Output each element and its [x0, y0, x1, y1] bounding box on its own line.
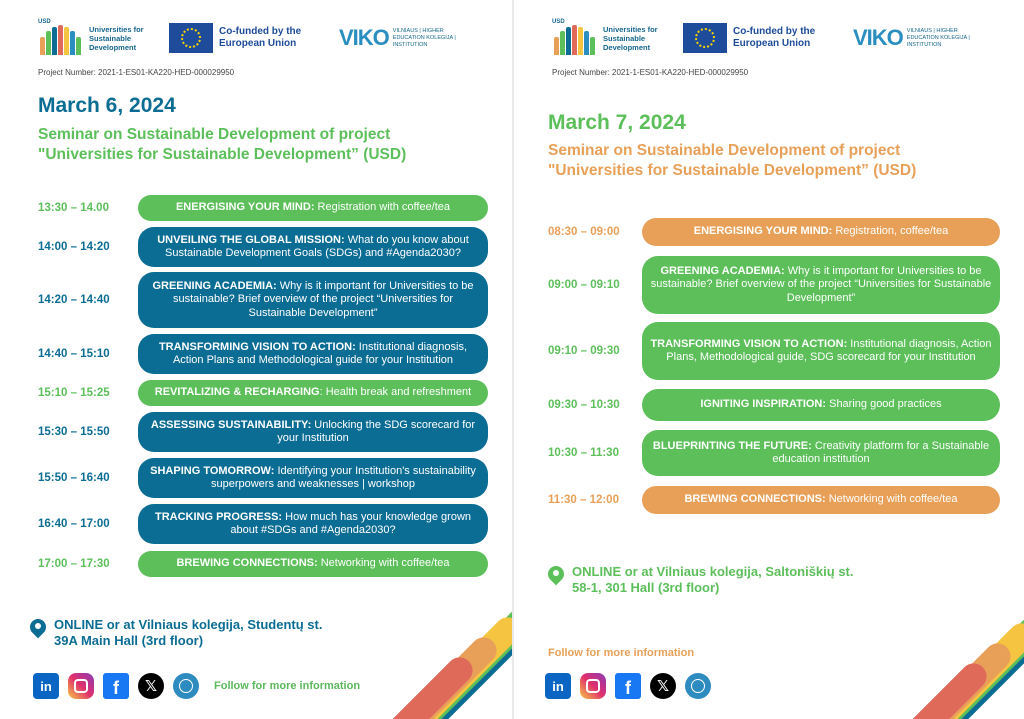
schedule-activity: [642, 256, 1000, 314]
usd-logo-text: Universities for Sustainable Development: [603, 24, 658, 52]
activity-description: : Health break and refreshment: [319, 386, 472, 399]
schedule-activity: [138, 412, 488, 452]
logo-bar: [38, 16, 473, 60]
eu-logo-text: Co-funded by the European Union: [219, 26, 302, 49]
schedule-row: [38, 272, 488, 328]
location-pin-icon: [30, 619, 46, 641]
venue-line2: 58-1, 301 Hall (3rd floor): [572, 580, 720, 595]
schedule-activity: [138, 334, 488, 374]
seminar-title: [38, 125, 508, 165]
schedule-time: 09:00 – 09:10: [548, 279, 620, 291]
project-number: Project Number: 2021-1-ES01-KA220-HED-000029950: [38, 68, 235, 77]
activity-description: What do you know about Sustainable Development Goals (SDGs) and #Agenda2030?: [165, 233, 469, 259]
viko-mark: VIKO: [853, 25, 903, 50]
activity-title: TRANSFORMING VISION TO ACTION:: [158, 340, 356, 353]
activity-description: How much has your knowledge grown about #SDGs and #Agenda2030?: [230, 510, 472, 536]
schedule-activity: [642, 389, 1000, 421]
activity-description: Creativity platform for a Sustainable education institution: [772, 439, 990, 465]
decorative-stripes: [382, 589, 512, 719]
schedule-activity: [642, 322, 1000, 380]
eu-flag-icon: [169, 23, 213, 53]
seminar-title: [548, 141, 1018, 181]
activity-title: BLUEPRINTING THE FUTURE:: [652, 439, 812, 452]
usd-logo-text: Universities for Sustainable Development: [89, 24, 144, 52]
schedule-time: 15:30 – 15:50: [38, 426, 110, 438]
activity-title: ENERGISING YOUR MIND:: [175, 201, 315, 214]
seminar-title-line1: Seminar on Sustainable Development of project: [38, 126, 391, 143]
activity-title: GREENING ACADEMIA:: [660, 264, 785, 277]
social-links: [33, 673, 360, 699]
schedule-time: 14:20 – 14:40: [38, 294, 110, 306]
venue-line1: ONLINE or at Vilniaus kolegija, Saltoniškių st.: [572, 564, 854, 579]
eu-flag-icon: [683, 23, 727, 53]
seminar-title-line2: "Universities for Sustainable Development” (USD): [38, 146, 407, 163]
seminar-title-line2: "Universities for Sustainable Development” (USD): [548, 162, 917, 179]
activity-description: Networking with coffee/tea: [825, 493, 958, 506]
activity-title: BREWING CONNECTIONS:: [684, 493, 826, 506]
usd-logo: [552, 19, 673, 57]
eu-logo: [683, 23, 843, 53]
schedule-time: 14:00 – 14:20: [38, 241, 110, 253]
schedule-time: 15:50 – 16:40: [38, 472, 110, 484]
instagram-icon[interactable]: [68, 673, 94, 699]
schedule-row: [548, 486, 1000, 514]
venue: [548, 564, 854, 596]
activity-description: Networking with coffee/tea: [317, 557, 450, 570]
venue: [30, 617, 322, 649]
schedule-time: 14:40 – 15:10: [38, 348, 110, 360]
schedule-row: [548, 322, 1000, 380]
venue-line1: ONLINE or at Vilniaus kolegija, Studentų st.: [54, 617, 323, 632]
activity-description: Registration, coffee/tea: [832, 225, 949, 238]
activity-description: Registration with coffee/tea: [314, 201, 451, 214]
schedule-row: [38, 412, 488, 452]
x-icon[interactable]: 𝕏: [650, 673, 676, 699]
schedule-row: [38, 227, 488, 267]
schedule-row: [38, 334, 488, 374]
usd-tag: USD: [38, 19, 51, 25]
social-links: [545, 673, 711, 699]
usd-tag: USD: [552, 19, 565, 25]
schedule-row: [548, 430, 1000, 476]
venue-line2: 39A Main Hall (3rd floor): [54, 633, 204, 648]
schedule-row: [38, 551, 488, 577]
location-pin-icon: [548, 566, 564, 588]
schedule-time: 17:00 – 17:30: [38, 558, 110, 570]
schedule-activity: [138, 551, 488, 577]
schedule-row: [548, 218, 1000, 246]
schedule-activity: [642, 430, 1000, 476]
activity-title: UNVEILING THE GLOBAL MISSION:: [157, 233, 345, 246]
viko-mark: VIKO: [339, 25, 389, 50]
linkedin-icon[interactable]: in: [33, 673, 59, 699]
event-date: March 6, 2024: [38, 94, 176, 117]
facebook-icon[interactable]: f: [615, 673, 641, 699]
schedule-row: [548, 389, 1000, 421]
follow-text: Follow for more information: [548, 647, 695, 659]
eu-logo-text: Co-funded by the European Union: [733, 26, 816, 49]
usd-logo: [38, 19, 159, 57]
schedule-activity: [138, 380, 488, 406]
x-icon[interactable]: 𝕏: [138, 673, 164, 699]
website-icon[interactable]: [685, 673, 711, 699]
event-date: March 7, 2024: [548, 111, 686, 134]
schedule-activity: [138, 195, 488, 221]
schedule-activity: [138, 504, 488, 544]
schedule-row: [38, 195, 488, 221]
viko-logo-text: VILNIAUS | HIGHER EDUCATION KOLEGIJA | INSTITUTION: [906, 27, 970, 48]
schedule-time: 15:10 – 15:25: [38, 387, 110, 399]
website-icon[interactable]: [173, 673, 199, 699]
schedule-time: 16:40 – 17:00: [38, 518, 110, 530]
usd-books-icon: [552, 19, 598, 57]
linkedin-icon[interactable]: in: [545, 673, 571, 699]
activity-title: SHAPING TOMORROW:: [150, 464, 275, 477]
activity-description: Institutional diagnosis, Action Plans and Methodological guide for your Institution: [172, 340, 468, 366]
viko-logo: [853, 25, 987, 51]
decorative-stripes: [896, 595, 1024, 719]
project-number: Project Number: 2021-1-ES01-KA220-HED-000029950: [552, 68, 749, 77]
schedule-time: 09:30 – 10:30: [548, 399, 620, 411]
schedule-row: [38, 380, 488, 406]
schedule-time: 08:30 – 09:00: [548, 226, 620, 238]
facebook-icon[interactable]: f: [103, 673, 129, 699]
schedule-time: 09:10 – 09:30: [548, 345, 620, 357]
activity-description: Why is it important for Universities to be sustainable? Brief overview of the project “Universities for Sustainable Development”: [650, 264, 992, 304]
activity-title: TRACKING PROGRESS:: [154, 510, 283, 523]
schedule-row: [548, 256, 1000, 314]
activity-description: Identifying your Institution's sustainability superpowers and weaknesses | workshop: [210, 464, 476, 490]
schedule-activity: [138, 458, 488, 498]
seminar-title-line1: Seminar on Sustainable Development of project: [548, 142, 901, 159]
eu-logo: [169, 23, 329, 53]
schedule-row: [38, 458, 488, 498]
schedule-activity: [138, 272, 488, 328]
schedule-time: 13:30 – 14.00: [38, 202, 109, 214]
viko-logo: [339, 25, 473, 51]
activity-title: BREWING CONNECTIONS:: [176, 557, 318, 570]
activity-title: REVITALIZING & RECHARGING: [154, 386, 320, 399]
schedule-time: 11:30 – 12:00: [548, 494, 619, 506]
activity-title: ASSESSING SUSTAINABILITY:: [150, 418, 312, 431]
schedule-row: [38, 504, 488, 544]
schedule-activity: [642, 486, 1000, 514]
activity-description: Why is it important for Universities to be sustainable? Brief overview of the project “Universities for Sustainable Development”: [172, 279, 474, 319]
activity-description: Sharing good practices: [826, 398, 942, 411]
activity-title: GREENING ACADEMIA:: [152, 279, 277, 292]
logo-bar: [552, 16, 987, 60]
activity-title: ENERGISING YOUR MIND:: [693, 225, 833, 238]
activity-title: IGNITING INSPIRATION:: [700, 398, 827, 411]
schedule-activity: [138, 227, 488, 267]
schedule-time: 10:30 – 11:30: [548, 447, 619, 459]
activity-description: Institutional diagnosis, Action Plans, Methodological guide, SDG scorecard for your Institution: [666, 337, 992, 363]
follow-text: Follow for more information: [214, 680, 361, 692]
activity-description: Unlocking the SDG scorecard for your Institution: [277, 418, 476, 444]
instagram-icon[interactable]: [580, 673, 606, 699]
schedule-activity: [642, 218, 1000, 246]
poster-day2: [514, 0, 1024, 719]
activity-title: TRANSFORMING VISION TO ACTION:: [650, 337, 848, 350]
viko-logo-text: VILNIAUS | HIGHER EDUCATION KOLEGIJA | INSTITUTION: [392, 27, 456, 48]
usd-books-icon: [38, 19, 84, 57]
